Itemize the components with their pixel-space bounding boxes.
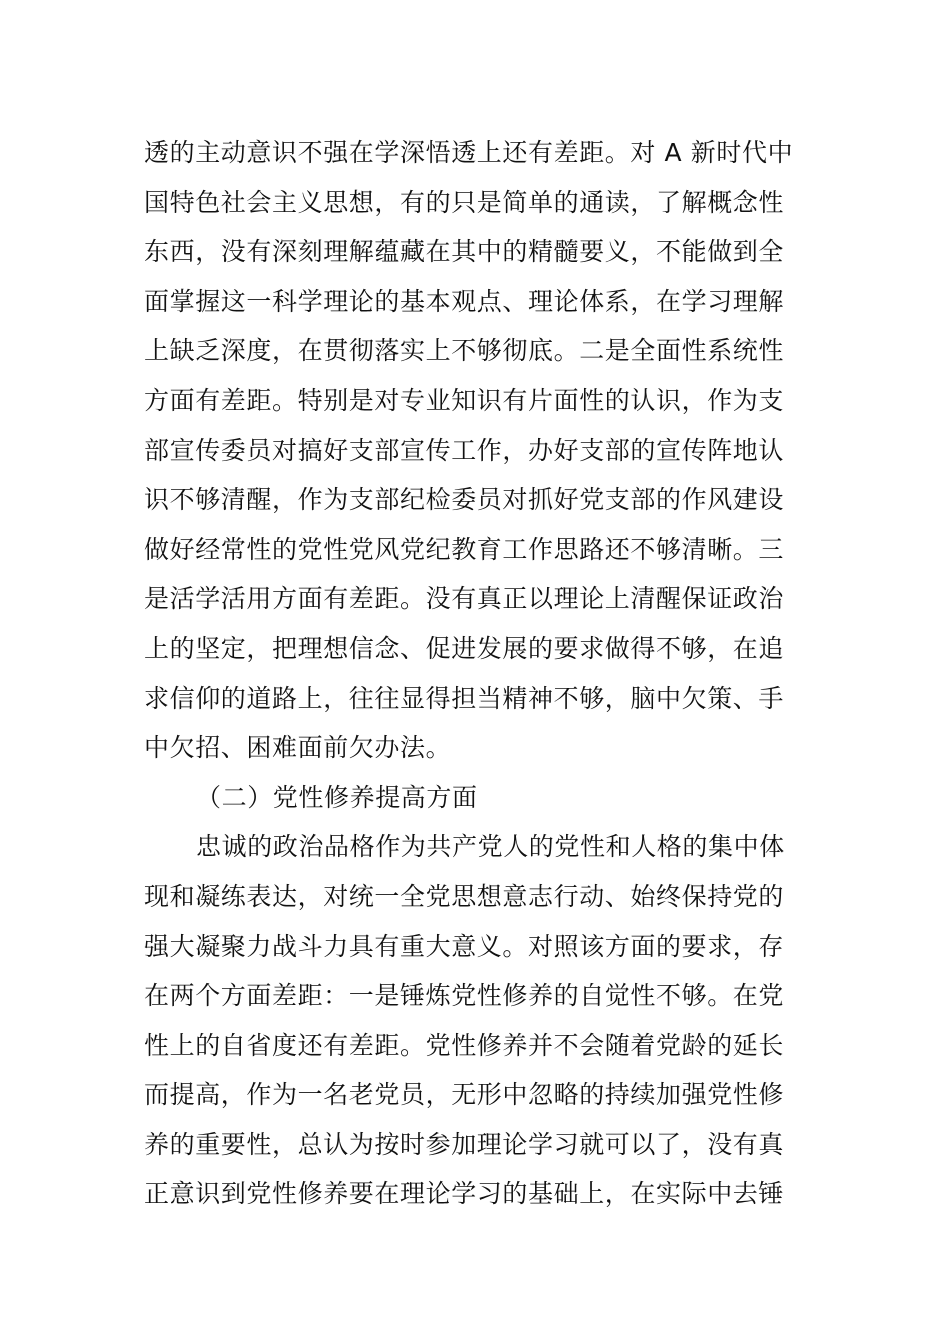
paragraph-line: 东西，没有深刻理解蕴藏在其中的精髓要义，不能做到全	[144, 237, 785, 267]
paragraph-line: 忠诚的政治品格作为共产党人的党性和人格的集中体	[196, 832, 785, 862]
paragraph-line: 是活学活用方面有差距。没有真正以理论上清醒保证政治	[144, 584, 785, 614]
paragraph-line: 透的主动意识不强在学深悟透上还有差距。对 A 新时代中	[144, 138, 794, 167]
paragraph-line: 在两个方面差距：一是锤炼党性修养的自觉性不够。在党	[144, 981, 785, 1011]
paragraph-line: 现和凝练表达，对统一全党思想意志行动、始终保持党的	[144, 881, 785, 911]
paragraph-line: 上缺乏深度，在贯彻落实上不够彻底。二是全面性系统性	[144, 336, 785, 366]
paragraph-line: 养的重要性，总认为按时参加理论学习就可以了，没有真	[144, 1129, 785, 1159]
paragraph-1	[144, 128, 809, 773]
section-heading: （二）党性修养提高方面	[196, 782, 478, 812]
paragraph-line: 性上的自省度还有差距。党性修养并不会随着党龄的延长	[144, 1030, 785, 1060]
paragraph-line: 方面有差距。特别是对专业知识有片面性的认识，作为支	[144, 385, 785, 415]
paragraph-line: 正意识到党性修养要在理论学习的基础上，在实际中去锤	[144, 1179, 785, 1209]
paragraph-line: 上的坚定，把理想信念、促进发展的要求做得不够，在追	[144, 633, 785, 663]
paragraph-2	[144, 822, 809, 1219]
paragraph-line: 求信仰的道路上，往往显得担当精神不够，脑中欠策、手	[144, 683, 785, 713]
paragraph-line: 强大凝聚力战斗力具有重大意义。对照该方面的要求，存	[144, 931, 785, 961]
paragraph-line: 而提高，作为一名老党员，无形中忽略的持续加强党性修	[144, 1080, 785, 1110]
paragraph-line: 国特色社会主义思想，有的只是简单的通读，了解概念性	[144, 187, 785, 217]
paragraph-line: 部宣传委员对搞好支部宣传工作，办好支部的宣传阵地认	[144, 435, 785, 465]
paragraph-line: 做好经常性的党性党风党纪教育工作思路还不够清晰。三	[144, 534, 785, 564]
paragraph-line: 识不够清醒，作为支部纪检委员对抓好党支部的作风建设	[144, 485, 785, 515]
paragraph-line: 中欠招、困难面前欠办法。	[144, 733, 452, 763]
paragraph-line: 面掌握这一科学理论的基本观点、理论体系，在学习理解	[144, 286, 785, 316]
document-body	[144, 128, 809, 1219]
